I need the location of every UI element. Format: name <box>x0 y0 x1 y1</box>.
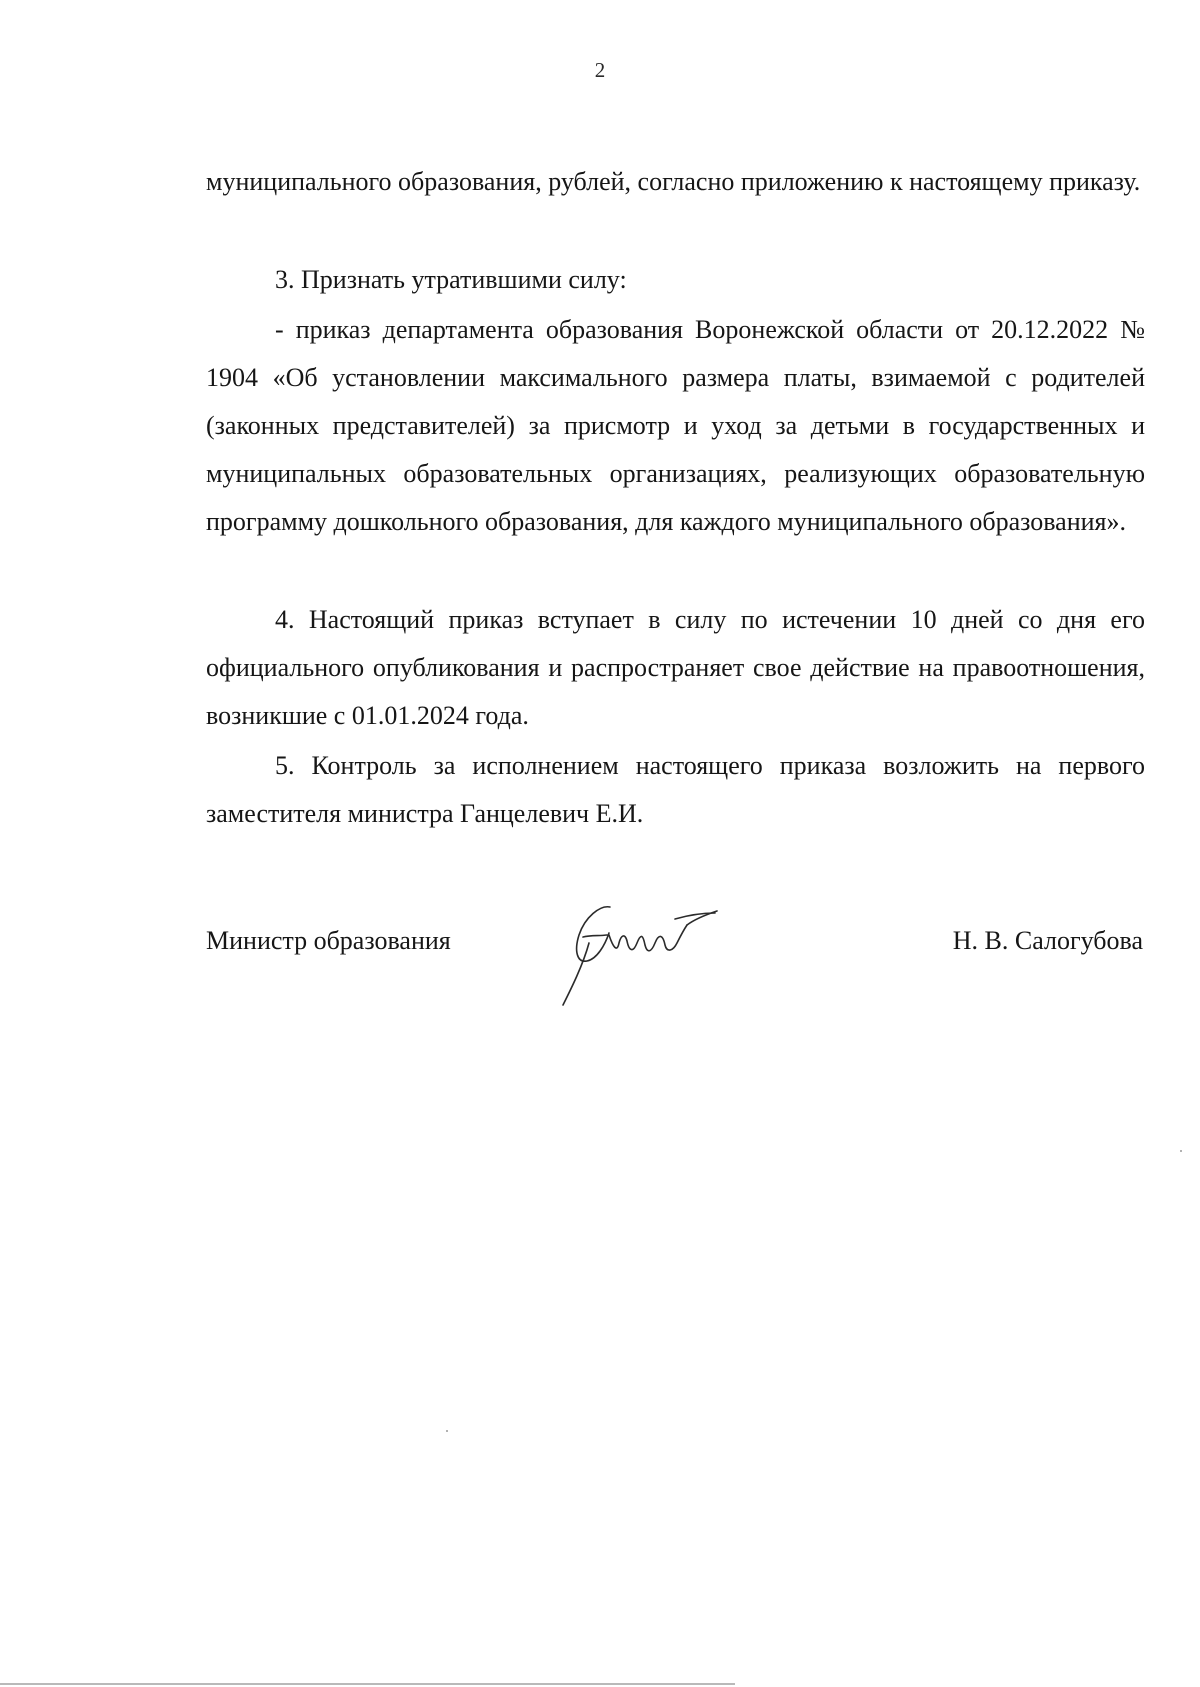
paragraph-continuation: муниципального образования, рублей, согласно приложению к настоящему приказу. <box>206 167 1141 196</box>
handwritten-signature <box>555 895 755 1010</box>
paragraph-item-3-heading: 3. Признать утратившими силу: <box>275 265 627 294</box>
page-number: 2 <box>594 58 606 82</box>
signer-name: Н. В. Салогубова <box>952 926 1143 955</box>
scan-speck <box>1180 1150 1182 1152</box>
paragraph-item-4: 4. Настоящий приказ вступает в силу по истечении 10 дней со дня его официального опубликования и распространяет свое действие на правоотношения, возникшие с 01.01.2024 года. <box>206 605 1145 730</box>
scan-speck <box>446 1430 448 1432</box>
paragraph-item-3-text: - приказ департамента образования Воронежской области от 20.12.2022 № 1904 «Об установлении максимального размера платы, взимаемой с родителей (законных представителей) за присмотр и уход за детьми в государственных и муниципальных образовательных организациях, реализующих образовательную программу дошкольного образования, для каждого муниципального образования». <box>206 315 1145 536</box>
signer-position: Министр образования <box>206 926 451 955</box>
scan-edge-line <box>0 1683 735 1685</box>
paragraph-item-5: 5. Контроль за исполнением настоящего приказа возложить на первого заместителя министра Ганцелевич Е.И. <box>206 751 1145 828</box>
